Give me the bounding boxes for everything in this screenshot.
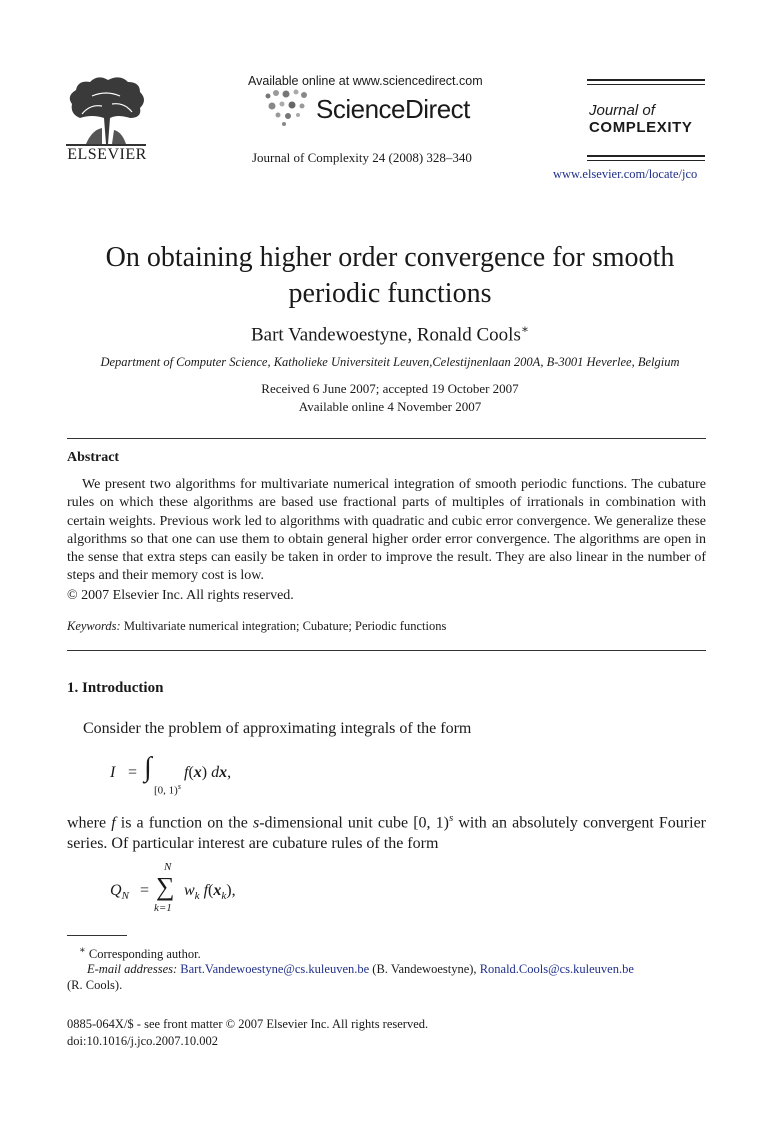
available-date: Available online 4 November 2007: [298, 399, 482, 414]
journal-rule-top: [587, 79, 705, 81]
abstract-text: We present two algorithms for multivariate numerical integration of smooth periodic functions. The cubature rules on which these algorithms are based use fractional parts of multiples of irrationals in combination with certain weights. Previous work led to algorithms with quadratic and cubic error convergence. We generalize these algorithms so that one can use them to obtain general higher order error convergence. The algorithms are open in the sense that extra steps can easily be taken in order to improve the result. They are also linear in the number of steps and their memory cost is low.: [67, 477, 706, 584]
eq1-d: d: [211, 764, 220, 781]
affiliation: Department of Computer Science, Katholieke Universiteit Leuven,Celestijnenlaan 200A, B-3001 Heverlee, Belgium: [100, 355, 680, 369]
footnote-emails: [87, 962, 707, 977]
eq2-wk-sub: k: [194, 890, 200, 903]
eq2-w: w: [184, 882, 195, 899]
eq2-sum-bottom: k=1: [154, 902, 172, 914]
section-heading-introduction: 1. Introduction: [67, 680, 164, 696]
keywords-list: Multivariate numerical integration; Cubature; Periodic functions: [123, 619, 447, 633]
author-names: Bart Vandewoestyne, Ronald Cools: [251, 324, 521, 346]
eq2-equals: =: [140, 882, 150, 899]
eq1-dx-x: x: [219, 764, 228, 781]
email-link-cools[interactable]: Ronald.Cools@cs.kuleuven.be: [479, 962, 634, 976]
sciencedirect-dots-icon: [262, 88, 314, 128]
p2-f: f: [111, 814, 116, 832]
eq1-integral-sign: ∫: [144, 752, 152, 783]
footnote-email-name-2: (R. Cools).: [67, 978, 123, 992]
footnote-corresponding-text: Corresponding author.: [88, 947, 201, 962]
email-link-vandewoestyne[interactable]: Bart.Vandewoestyne@cs.kuleuven.be: [180, 962, 370, 976]
equation-cubature: [108, 860, 308, 920]
article-dates: [40, 380, 740, 416]
journal-title-line1: Journal of: [589, 102, 655, 119]
journal-rule-top-thin: [587, 84, 705, 85]
eq2-xk-sub: k: [221, 890, 227, 903]
email-name-1: (B. Vandewoestyne),: [372, 962, 477, 976]
intro-paragraph-2: [67, 808, 706, 854]
p2-a: where: [67, 814, 112, 832]
issn-line: 0885-064X/$ - see front matter © 2007 Elsevier Inc. All rights reserved.: [67, 1017, 429, 1031]
article-title: [40, 240, 740, 312]
eq2-summand: $w_k$ $f(x_k)$,: [184, 882, 236, 903]
email-label: E-mail addresses:: [87, 962, 178, 976]
footnote-rule: [67, 935, 127, 936]
eq1-equals: =: [128, 764, 138, 781]
equation-integral: [108, 752, 308, 800]
eq1-lhs: I: [110, 764, 116, 781]
sciencedirect-wordmark: ScienceDirect: [316, 94, 470, 124]
eq1-domain-exp: s: [177, 782, 181, 791]
eq2-q: Q: [110, 882, 122, 899]
available-online-text: Available online at www.sciencedirect.com: [248, 74, 483, 88]
elsevier-logo: [62, 74, 150, 166]
eq1-domain: [154, 782, 181, 797]
journal-rule-bottom-thin: [587, 160, 705, 161]
received-date: Received 6 June 2007; accepted 19 October 2007: [261, 381, 519, 396]
journal-citation: Journal of Complexity 24 (2008) 328–340: [252, 150, 472, 165]
eq2-trail: ),: [226, 882, 236, 899]
article-title-line1: On obtaining higher order convergence for smooth: [105, 242, 675, 273]
eq2-sigma: ∑: [156, 872, 175, 901]
abstract-heading: Abstract: [67, 450, 120, 465]
eq1-x: x: [193, 764, 202, 781]
corresponding-author-mark[interactable]: ∗: [520, 322, 529, 336]
eq2-sum-top: N: [164, 861, 172, 873]
sciencedirect-logo: [262, 88, 492, 128]
journal-url-link[interactable]: www.elsevier.com/locate/jco: [553, 167, 698, 181]
elsevier-tree-icon: [62, 74, 150, 148]
abstract-copyright: © 2007 Elsevier Inc. All rights reserved.: [67, 588, 294, 603]
eq1-f: f: [184, 764, 189, 781]
abstract-rule-bottom: [67, 650, 706, 651]
intro-paragraph-1: Consider the problem of approximating integrals of the form: [83, 720, 472, 737]
footnote-corresponding: [79, 945, 201, 962]
keywords-label: Keywords:: [67, 619, 121, 633]
p2-c: -dimensional unit cube [0, 1): [259, 814, 449, 832]
eq2-lhs: [110, 882, 129, 902]
footnote-mark: ∗: [79, 945, 86, 956]
eq1-trail: ,: [227, 764, 232, 781]
author-list: [40, 322, 740, 346]
p2-s: s: [252, 814, 260, 832]
p2-d: with an absolutely convergent Fourier series. Of particular interest are cubature rules of the form: [67, 814, 707, 853]
journal-title-line2: COMPLEXITY: [589, 119, 693, 136]
p2-b: is a function on the: [115, 814, 253, 832]
eq2-n-sub: N: [121, 890, 129, 903]
doi-line[interactable]: doi:10.1016/j.jco.2007.10.002: [67, 1034, 219, 1048]
keywords: [67, 619, 446, 634]
journal-rule-bottom: [587, 155, 705, 157]
eq2-f: f: [203, 882, 209, 899]
eq1-integrand: f(x) dx,: [184, 764, 232, 781]
eq2-x: x: [213, 882, 222, 899]
abstract-rule-top: [67, 438, 706, 439]
p2-exp: s: [448, 812, 454, 824]
elsevier-wordmark: ELSEVIER: [67, 146, 147, 163]
article-title-line2: periodic functions: [288, 278, 492, 309]
eq1-domain-base: [0, 1): [154, 784, 178, 797]
